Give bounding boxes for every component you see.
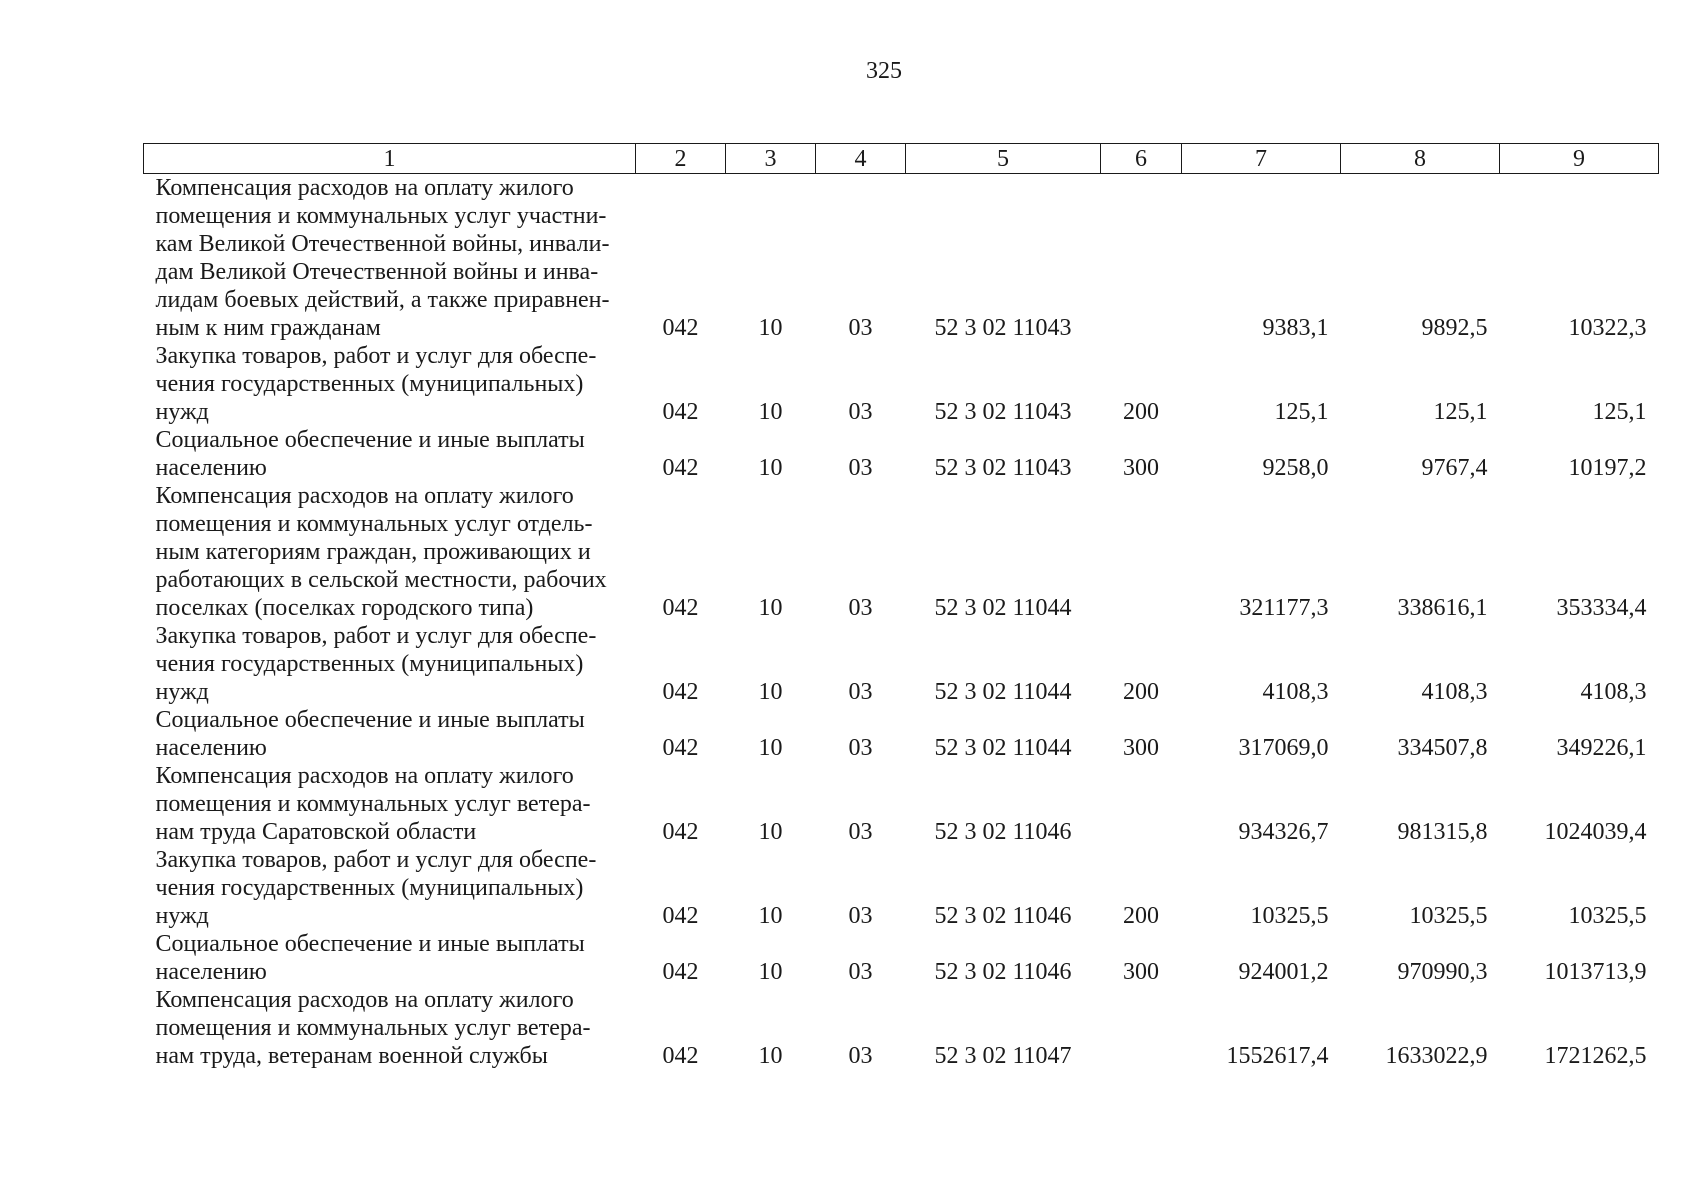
description-line: Компенсация расходов на оплату жилого: [155, 763, 574, 789]
cell-subsection: 03: [848, 315, 873, 341]
cell-target-article: 52 3 02 11044: [934, 595, 1072, 621]
cell-amount-year-1: 934326,7: [1238, 819, 1329, 845]
description-line: Закупка товаров, работ и услуг для обеспе-: [155, 847, 597, 873]
description-line: поселках (поселках городского типа): [155, 595, 534, 621]
cell-section: 10: [758, 903, 783, 929]
cell-amount-year-2: 10325,5: [1409, 903, 1488, 929]
description-line: нужд: [155, 679, 209, 705]
table-row: [144, 986, 1659, 1070]
description-line: чения государственных (муниципальных): [155, 875, 584, 901]
header-col-5: 5: [906, 144, 1101, 174]
description-line: Компенсация расходов на оплату жилого: [155, 987, 574, 1013]
cell-subsection: 03: [848, 735, 873, 761]
description-line: Социальное обеспечение и иные выплаты: [155, 707, 585, 733]
cell-amount-year-2: 9767,4: [1421, 455, 1488, 481]
cell-admin-code: 042: [662, 819, 699, 845]
cell-subsection: 03: [848, 819, 873, 845]
cell-amount-year-1: 4108,3: [1262, 679, 1329, 705]
cell-amount-year-1: 321177,3: [1239, 595, 1329, 621]
cell-target-article: 52 3 02 11046: [934, 903, 1072, 929]
description-line: работающих в сельской местности, рабочих: [155, 567, 607, 593]
cell-admin-code: 042: [662, 959, 699, 985]
cell-amount-year-2: 1633022,9: [1385, 1043, 1488, 1069]
table-row: [144, 174, 1659, 343]
cell-admin-code: 042: [662, 455, 699, 481]
description-line: ным к ним гражданам: [155, 315, 381, 341]
cell-amount-year-2: 334507,8: [1397, 735, 1488, 761]
description-line: населению: [155, 959, 267, 985]
cell-expense-type: 300: [1123, 455, 1159, 481]
cell-target-article: 52 3 02 11044: [934, 679, 1072, 705]
table-row: [144, 762, 1659, 846]
description-line: чения государственных (муниципальных): [155, 371, 584, 397]
cell-amount-year-1: 9258,0: [1262, 455, 1329, 481]
cell-section: 10: [758, 959, 783, 985]
cell-target-article: 52 3 02 11043: [934, 315, 1072, 341]
budget-table: [143, 143, 1659, 1070]
cell-amount-year-3: 10322,3: [1568, 315, 1647, 341]
cell-section: 10: [758, 679, 783, 705]
cell-expense-type: [1101, 986, 1182, 1070]
cell-admin-code: 042: [662, 595, 699, 621]
description-line: помещения и коммунальных услуг ветера-: [155, 791, 591, 817]
cell-amount-year-1: 125,1: [1274, 399, 1329, 425]
cell-expense-type: 200: [1123, 399, 1159, 425]
cell-expense-type: 300: [1123, 735, 1159, 761]
row-description: [144, 986, 636, 1070]
table-row: [144, 846, 1659, 930]
cell-expense-type: [1101, 174, 1182, 343]
cell-amount-year-2: 9892,5: [1421, 315, 1488, 341]
header-col-6: 6: [1101, 144, 1182, 174]
row-description: [144, 482, 636, 622]
table-row: [144, 342, 1659, 426]
cell-target-article: 52 3 02 11043: [934, 399, 1072, 425]
description-line: Социальное обеспечение и иные выплаты: [155, 427, 585, 453]
description-line: помещения и коммунальных услуг отдель-: [155, 511, 593, 537]
cell-subsection: 03: [848, 679, 873, 705]
cell-subsection: 03: [848, 399, 873, 425]
cell-amount-year-1: 10325,5: [1250, 903, 1329, 929]
cell-admin-code: 042: [662, 315, 699, 341]
description-line: дам Великой Отечественной войны и инва-: [155, 259, 599, 285]
cell-subsection: 03: [848, 595, 873, 621]
cell-expense-type: 300: [1123, 959, 1159, 985]
cell-expense-type: 200: [1123, 679, 1159, 705]
cell-amount-year-2: 970990,3: [1397, 959, 1488, 985]
description-line: Закупка товаров, работ и услуг для обеспе-: [155, 343, 597, 369]
description-line: Компенсация расходов на оплату жилого: [155, 483, 574, 509]
cell-expense-type: 200: [1123, 903, 1159, 929]
row-description: [144, 622, 636, 706]
cell-admin-code: 042: [662, 903, 699, 929]
table-row: [144, 706, 1659, 762]
table-row: [144, 482, 1659, 622]
description-line: помещения и коммунальных услуг участни-: [155, 203, 607, 229]
cell-amount-year-3: 1013713,9: [1544, 959, 1647, 985]
row-description: [144, 706, 636, 762]
table-body: [144, 174, 1659, 1071]
cell-amount-year-3: 353334,4: [1556, 595, 1647, 621]
cell-subsection: 03: [848, 903, 873, 929]
header-col-8: 8: [1341, 144, 1500, 174]
cell-section: 10: [758, 315, 783, 341]
cell-admin-code: 042: [662, 1043, 699, 1069]
page-number: 325: [866, 58, 902, 84]
description-line: Закупка товаров, работ и услуг для обеспе-: [155, 623, 597, 649]
cell-section: 10: [758, 819, 783, 845]
cell-amount-year-2: 4108,3: [1421, 679, 1488, 705]
description-line: нам труда, ветеранам военной службы: [155, 1043, 548, 1069]
cell-amount-year-2: 338616,1: [1397, 595, 1488, 621]
table-row: [144, 622, 1659, 706]
header-col-9: 9: [1500, 144, 1659, 174]
cell-admin-code: 042: [662, 399, 699, 425]
description-line: помещения и коммунальных услуг ветера-: [155, 1015, 591, 1041]
header-col-7: 7: [1182, 144, 1341, 174]
cell-amount-year-1: 9383,1: [1262, 315, 1329, 341]
cell-target-article: 52 3 02 11047: [934, 1043, 1072, 1069]
cell-expense-type: [1101, 482, 1182, 622]
description-line: Компенсация расходов на оплату жилого: [155, 175, 574, 201]
table-header: [144, 144, 1659, 174]
cell-amount-year-3: 349226,1: [1556, 735, 1647, 761]
row-description: [144, 426, 636, 482]
cell-subsection: 03: [848, 1043, 873, 1069]
cell-subsection: 03: [848, 455, 873, 481]
cell-section: 10: [758, 595, 783, 621]
row-description: [144, 174, 636, 343]
description-line: чения государственных (муниципальных): [155, 651, 584, 677]
description-line: ным категориям граждан, проживающих и: [155, 539, 591, 565]
cell-expense-type: [1101, 762, 1182, 846]
cell-amount-year-3: 10325,5: [1568, 903, 1647, 929]
cell-admin-code: 042: [662, 735, 699, 761]
cell-section: 10: [758, 455, 783, 481]
cell-admin-code: 042: [662, 679, 699, 705]
cell-amount-year-3: 125,1: [1592, 399, 1647, 425]
header-col-3: 3: [726, 144, 816, 174]
cell-amount-year-2: 125,1: [1433, 399, 1488, 425]
description-line: населению: [155, 455, 267, 481]
description-line: нам труда Саратовской области: [155, 819, 477, 845]
cell-amount-year-1: 1552617,4: [1226, 1043, 1329, 1069]
description-line: населению: [155, 735, 267, 761]
row-description: [144, 930, 636, 986]
cell-target-article: 52 3 02 11044: [934, 735, 1072, 761]
header-col-2: 2: [636, 144, 726, 174]
description-line: Социальное обеспечение и иные выплаты: [155, 931, 585, 957]
cell-amount-year-1: 317069,0: [1238, 735, 1329, 761]
cell-section: 10: [758, 1043, 783, 1069]
description-line: нужд: [155, 903, 209, 929]
table-row: [144, 930, 1659, 986]
cell-amount-year-3: 10197,2: [1568, 455, 1647, 481]
cell-amount-year-3: 1721262,5: [1544, 1043, 1647, 1069]
cell-amount-year-3: 1024039,4: [1544, 819, 1647, 845]
header-col-1: 1: [144, 144, 636, 174]
cell-amount-year-2: 981315,8: [1397, 819, 1488, 845]
table-row: [144, 426, 1659, 482]
row-description: [144, 762, 636, 846]
description-line: нужд: [155, 399, 209, 425]
description-line: кам Великой Отечественной войны, инвали-: [155, 231, 610, 257]
cell-target-article: 52 3 02 11046: [934, 959, 1072, 985]
header-col-4: 4: [816, 144, 906, 174]
row-description: [144, 846, 636, 930]
cell-section: 10: [758, 399, 783, 425]
cell-amount-year-3: 4108,3: [1580, 679, 1647, 705]
cell-section: 10: [758, 735, 783, 761]
row-description: [144, 342, 636, 426]
cell-target-article: 52 3 02 11046: [934, 819, 1072, 845]
cell-target-article: 52 3 02 11043: [934, 455, 1072, 481]
description-line: лидам боевых действий, а также приравнен-: [155, 287, 610, 313]
cell-subsection: 03: [848, 959, 873, 985]
header-row: [144, 144, 1659, 174]
cell-amount-year-1: 924001,2: [1238, 959, 1329, 985]
